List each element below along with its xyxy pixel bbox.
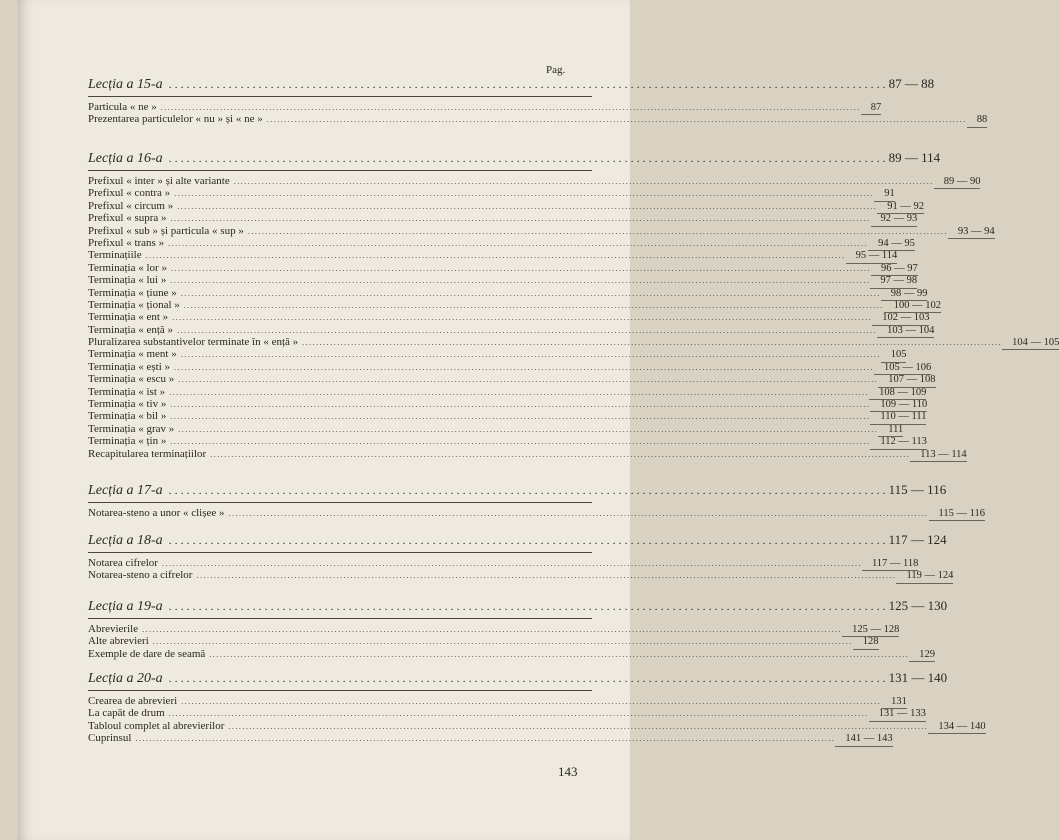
toc-entry <box>88 311 930 324</box>
toc-entry <box>88 348 907 361</box>
toc-entry <box>88 557 919 569</box>
dot-leader: ........................................................................................................................................................................................................ <box>177 325 878 335</box>
entry-title: Notarea-steno a cifrelor <box>88 569 193 582</box>
dot-leader: ........................................................................................................................................................................................................ <box>180 350 881 360</box>
dot-leader: ........................................................................................................................................................................................................ <box>266 115 967 125</box>
dot-leader: ........................................................................................................................................................................................................ <box>228 509 929 518</box>
dot-leader: ........................................................................................................................................................................................................ <box>161 559 862 568</box>
dot-leader: ........................................................................................................................................................................................................ <box>174 362 875 372</box>
toc-entry <box>88 298 942 311</box>
lesson-section <box>88 482 986 519</box>
entry-page-range: 103 — 104 <box>877 325 934 338</box>
toc-entry <box>88 175 981 187</box>
dot-leader: ........................................................................................................................ <box>168 599 889 613</box>
entry-title: Terminația « grav » <box>88 422 175 435</box>
toc-entry <box>88 707 926 720</box>
toc-entry <box>88 507 986 519</box>
dot-leader: ........................................................................................................................................................................................................ <box>181 697 882 706</box>
entry-page-range: 128 <box>853 636 879 649</box>
entry-title: Terminația « ment » <box>88 348 177 361</box>
toc-entry <box>88 385 927 398</box>
entry-page-range: 89 — 90 <box>934 176 981 189</box>
entry-title: Prefixul « contra » <box>88 187 171 200</box>
page-column-header: Pag. <box>546 64 566 76</box>
dot-leader: ........................................................................................................................................................................................................ <box>170 214 871 224</box>
entry-page-range: 117 — 118 <box>862 558 918 571</box>
toc-entry <box>88 274 918 287</box>
entry-page-range: 125 — 128 <box>842 624 899 637</box>
dot-leader: ........................................................................................................................................................................................................ <box>180 288 881 298</box>
entry-page-range: 131 <box>881 696 907 709</box>
dot-leader: ........................................................................................................................................................................................................ <box>196 571 897 581</box>
toc-entry <box>88 422 904 435</box>
entry-page-range: 141 — 143 <box>835 733 892 746</box>
dot-leader: ........................................................................................................................................................................................................ <box>247 226 948 236</box>
toc-entry <box>88 236 915 249</box>
dot-leader: ........................................................................................................................................................................................................ <box>142 625 843 634</box>
entry-page-range: 110 — 111 <box>870 411 926 424</box>
entry-page-range: 112 — 113 <box>870 436 926 449</box>
lesson-section <box>88 150 1059 460</box>
lesson-page-range: 115 — 116 <box>888 482 947 497</box>
toc-entry <box>88 373 936 386</box>
entry-title: Terminația « lor » <box>88 261 167 274</box>
lesson-page-range: 89 — 114 <box>888 150 941 165</box>
toc-entry <box>88 360 932 373</box>
toc-entry <box>88 199 924 212</box>
entry-title: Recapitularea terminațiilor <box>88 447 207 460</box>
entry-title: Prefixul « supra » <box>88 212 167 225</box>
toc-entry <box>88 212 918 225</box>
entry-title: Terminația « țional » <box>88 298 180 311</box>
dot-leader: ........................................................................................................................................................................................................ <box>170 412 871 422</box>
dot-leader: ........................................................................................................................................................................................................ <box>152 637 853 647</box>
lesson-heading <box>88 76 935 97</box>
toc-entry <box>88 261 918 274</box>
dot-leader: ........................................................................................................................................................................................................ <box>169 387 870 397</box>
dot-leader: ........................................................................................................................................................................................................ <box>168 238 869 248</box>
entry-title: Terminația « ist » <box>88 385 166 398</box>
entry-page-range: 87 <box>861 102 882 115</box>
entry-page-range: 115 — 116 <box>929 508 985 521</box>
lesson-heading <box>88 670 948 691</box>
toc-entry <box>88 336 1059 349</box>
entry-title: Terminația « ești » <box>88 360 171 373</box>
book-page <box>18 0 1059 840</box>
toc-entry <box>88 647 936 660</box>
entry-page-range: 113 — 114 <box>910 449 966 462</box>
entry-page-range: 91 — 92 <box>877 201 924 214</box>
entry-title: Terminația « țiune » <box>88 286 177 299</box>
toc-entry <box>88 447 967 460</box>
toc-entry <box>88 695 907 707</box>
lesson-page-range: 131 — 140 <box>888 670 948 685</box>
entry-page-range: 102 — 103 <box>872 312 929 325</box>
entry-title: Terminația « bil » <box>88 410 167 423</box>
dot-leader: ........................................................................................................................................................................................................ <box>170 437 871 447</box>
toc-entry <box>88 410 927 423</box>
dot-leader: ........................................................................................................................ <box>168 533 889 547</box>
entry-title: Prezentarea particulelor « nu » și « ne » <box>88 113 263 126</box>
entry-page-range: 119 — 124 <box>896 570 953 583</box>
toc-entry <box>88 623 900 635</box>
toc-entry <box>88 732 893 745</box>
entry-page-range: 91 <box>874 188 895 201</box>
dot-leader: ........................................................................................................................................................................................................ <box>302 338 1003 348</box>
entry-page-range: 97 — 98 <box>870 275 917 288</box>
dot-leader: ........................................................................................................................................................................................................ <box>228 721 929 731</box>
entry-title: Prefixul « sub » și particula « sup » <box>88 224 244 237</box>
entry-title: Terminația « ent » <box>88 311 169 324</box>
entry-title: Tabloul complet al abrevierilor <box>88 719 225 732</box>
entry-page-range: 134 — 140 <box>928 721 985 734</box>
entry-page-range: 94 — 95 <box>868 238 915 251</box>
toc-entry <box>88 323 935 336</box>
lesson-title: Lecția a 19-a <box>88 599 163 614</box>
entry-title: Prefixul « trans » <box>88 236 165 249</box>
entry-title: Alte abrevieri <box>88 635 149 648</box>
lesson-title: Lecția a 15-a <box>88 77 163 92</box>
dot-leader: ........................................................................................................................................................................................................ <box>170 263 871 273</box>
entry-title: Terminațiile <box>88 249 142 262</box>
entry-title: Terminația « tiv » <box>88 398 167 411</box>
dot-leader: ........................................................................................................................ <box>168 77 889 91</box>
lesson-section <box>88 532 954 582</box>
lesson-heading <box>88 598 948 619</box>
entry-title: Notarea-steno a unor « clișee » <box>88 507 225 519</box>
lesson-title: Lecția a 18-a <box>88 533 163 548</box>
lesson-heading <box>88 482 947 503</box>
entry-title: Cuprinsul <box>88 732 132 745</box>
entry-title: Particula « ne » <box>88 101 157 113</box>
dot-leader: ........................................................................................................................................................................................................ <box>170 276 871 286</box>
dot-leader: ........................................................................................................................ <box>168 483 889 497</box>
entry-title: Pluralizarea substantivelor terminate în « ență » <box>88 336 299 349</box>
entry-page-range: 95 — 114 <box>846 250 898 263</box>
lesson-title: Lecția a 17-a <box>88 483 163 498</box>
entry-page-range: 104 — 105 <box>1002 337 1059 350</box>
dot-leader: ........................................................................................................................................................................................................ <box>145 251 846 261</box>
entry-title: Terminația « ență » <box>88 323 174 336</box>
dot-leader: ........................................................................................................................................................................................................ <box>183 300 884 310</box>
page-number: 143 <box>558 764 578 779</box>
toc-entry <box>88 398 928 411</box>
entry-title: Terminația « țin » <box>88 435 167 448</box>
toc-entry <box>88 249 898 262</box>
dot-leader: ........................................................................................................................................................................................................ <box>135 734 836 744</box>
lesson-title: Lecția a 20-a <box>88 671 163 686</box>
dot-leader: ........................................................................................................................................................................................................ <box>209 649 910 659</box>
lesson-heading <box>88 532 947 553</box>
entry-title: Crearea de abrevieri <box>88 695 178 707</box>
lesson-page-range: 125 — 130 <box>888 598 948 613</box>
entry-page-range: 105 <box>881 349 907 362</box>
dot-leader: ........................................................................................................................................................................................................ <box>170 400 871 410</box>
toc-entry <box>88 113 988 126</box>
entry-page-range: 100 — 102 <box>884 300 941 313</box>
entry-page-range: 88 <box>967 114 988 127</box>
entry-page-range: 107 — 108 <box>878 374 935 387</box>
toc-entry <box>88 286 928 299</box>
dot-leader: ........................................................................................................................................................................................................ <box>172 313 873 323</box>
entry-page-range: 131 — 133 <box>869 708 926 721</box>
entry-page-range: 96 — 97 <box>871 263 918 276</box>
lesson-section <box>88 598 948 660</box>
dot-leader: ........................................................................................................................ <box>168 151 889 165</box>
dot-leader: ........................................................................................................................................................................................................ <box>168 709 869 719</box>
dot-leader: ........................................................................................................................................................................................................ <box>177 201 878 211</box>
toc-entry <box>88 719 986 732</box>
dot-leader: ........................................................................................................................................................................................................ <box>178 375 879 385</box>
dot-leader: ........................................................................................................................................................................................................ <box>178 424 879 434</box>
entry-title: Terminația « escu » <box>88 373 175 386</box>
entry-title: Terminația « lui » <box>88 274 167 287</box>
entry-page-range: 92 — 93 <box>871 213 918 226</box>
lesson-title: Lecția a 16-a <box>88 151 163 166</box>
entry-title: Notarea cifrelor <box>88 557 158 569</box>
entry-page-range: 129 <box>909 649 935 662</box>
toc-entry <box>88 635 879 648</box>
dot-leader: ........................................................................................................................................................................................................ <box>174 189 875 199</box>
toc-entry <box>88 569 954 582</box>
lesson-page-range: 87 — 88 <box>888 76 935 91</box>
entry-page-range: 93 — 94 <box>948 226 995 239</box>
dot-leader: ........................................................................................................................ <box>168 671 889 685</box>
dot-leader: ........................................................................................................................................................................................................ <box>160 103 861 112</box>
entry-title: Exemple de dare de seamă <box>88 647 206 660</box>
entry-page-range: 108 — 109 <box>869 387 926 400</box>
entry-title: La capăt de drum <box>88 707 165 720</box>
dot-leader: ........................................................................................................................................................................................................ <box>233 177 934 186</box>
lesson-section <box>88 76 988 126</box>
lesson-heading <box>88 150 941 171</box>
dot-leader: ........................................................................................................................................................................................................ <box>210 449 911 459</box>
toc-entry <box>88 224 995 237</box>
entry-page-range: 109 — 110 <box>870 399 927 412</box>
toc-entry <box>88 187 895 200</box>
entry-title: Prefixul « circum » <box>88 199 174 212</box>
entry-page-range: 105 — 106 <box>874 362 931 375</box>
toc-entry <box>88 435 927 448</box>
entry-title: Abrevierile <box>88 623 139 635</box>
entry-title: Prefixul « inter » și alte variante <box>88 175 230 187</box>
toc-entry <box>88 101 882 113</box>
entry-page-range: 111 <box>878 424 903 437</box>
entry-page-range: 98 — 99 <box>881 288 928 301</box>
lesson-section <box>88 670 986 745</box>
lesson-page-range: 117 — 124 <box>888 532 947 547</box>
